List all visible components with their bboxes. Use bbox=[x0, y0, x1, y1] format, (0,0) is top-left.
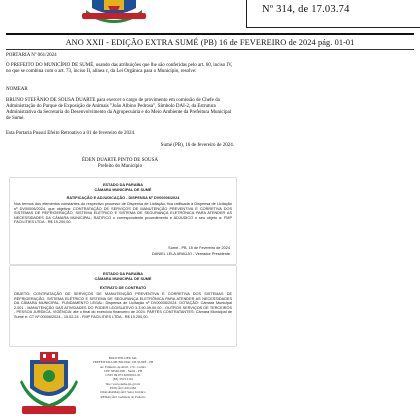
notice-b-title: EXTRATO DE CONTRATO bbox=[99, 286, 147, 290]
footer-line: CNPJ 09.073.628/0001-91 bbox=[105, 373, 141, 378]
footer-line: REDAÇÃO: Gabinete do Prefeito bbox=[100, 394, 146, 399]
notice-a-org: CÂMARA MUNICIPAL DE SUMÉ bbox=[94, 188, 152, 192]
footer-line: BOLETIM OFICIAL bbox=[108, 356, 138, 360]
portaria-signature bbox=[6, 158, 234, 170]
portaria-paragraph-nomear: NOMEAR bbox=[6, 87, 28, 92]
footer-line: PREFEITURA MUNICIPAL DE SUMÉ - PB bbox=[92, 360, 154, 365]
portaria-date: Sumé (PB), 16 de fevereiro de 2024. bbox=[160, 143, 234, 148]
portaria-paragraph-preamble: O PREFEITO DO MUNICÍPIO DE SUMÉ, usando das atribuições que lhe são conferidas pelo art. 60, inciso IV, no que se combina com o art. 73, inciso II, alínea c, da Lei Orgânica para o Município, resolve: bbox=[6, 63, 233, 74]
footer-line: (83) 3353-1191 bbox=[112, 377, 134, 382]
footer-line: EDIÇÃO: ASCOM bbox=[110, 386, 136, 391]
notice-b-org: CÂMARA MUNICIPAL DE SUMÉ bbox=[94, 277, 152, 281]
notice-b-state: ESTADO DA PARAÍBA bbox=[102, 272, 143, 276]
notice-a-title: RATIFICAÇÃO E ADJUDICAÇÃO - DISPENSA Nº DV00006/2024 bbox=[66, 196, 180, 200]
edition-rule bbox=[6, 49, 414, 50]
ratification-notice bbox=[10, 178, 236, 264]
law-reference: Nº 314, de 17.03.74 bbox=[262, 4, 350, 15]
portaria-paragraph-effect: Esta Portaria Possui Efeito Retroativo a 01 de fevereiro de 2024. bbox=[6, 131, 136, 136]
top-rule bbox=[6, 33, 414, 35]
footer-line: Av. Primeiro de Abril, 170 - Centro bbox=[99, 364, 147, 369]
footer-line: Site: www.sume.pb.gov.br bbox=[105, 381, 141, 386]
municipal-seal-icon bbox=[18, 352, 80, 418]
notice-a-state: ESTADO DA PARAÍBA bbox=[102, 183, 143, 187]
portaria-title: PORTARIA Nº 061/2024 bbox=[6, 53, 57, 58]
portaria-paragraph-appointment: BRUNO STEFÂNIO DE SOUSA DUARTE para exercer o cargo de provimento em comissão de Chefe da Administração do Parque de Exposição de Animais "João Albino Pedrosa", Símbolo DAI-2, da Estrutura Administrativa da Secretaria do Desenvolvimento da Agropecuária e do Meio Ambiente da Prefeitura Municipal de Sumé. bbox=[6, 98, 232, 121]
footer-line: DIAGRAMAÇÃO: Setor Jurídico bbox=[100, 390, 146, 395]
contract-extract-notice bbox=[10, 266, 236, 346]
edition-line: ANO XXII - EDIÇÃO EXTRA SUMÉ (PB) 16 de FEVEREIRO de 2024 pág. 01-01 bbox=[65, 38, 355, 47]
signer-name: ÉDEN DUARTE PINTO DE SOUSA bbox=[82, 158, 158, 163]
gazette-footer bbox=[88, 356, 158, 399]
municipal-seal-top-icon bbox=[82, 0, 146, 24]
notice-b-body: OBJETO: CONTRATAÇÃO DE SERVIÇOS DE MANUTENÇÃO PREVENTIVA E CORRETIVA DOS SISTEMAS DE REFRIGERAÇÃO, SISTEMA ELÉTRICO E SISTEMA DE SEGURANÇA ELETRÔNICA PARA ATENDER AS NECESSIDADES DA CÂMARA MUNICIPAL. FUNDAMENTO LEGAL: Dispensa de Licitação nº DV00006/2024. DOTAÇÃO: Câmara Municipal 2.001 - MANUTENÇÃO DAS ATIVIDADES DO PODER LEGISLATIVO 3.3.90.39.00.00 - OUTROS SERVIÇOS DE TERCEIROS - PESSOA JURÍDICA. VIGÊNCIA: até o final do exercício financeiro de 2024. PARTES CONTRATANTES: Câmara Municipal de Sumé e: CT Nº 00006/2024 - 15.02.24 - FMP FACILITIES LTDA - R$ 19.200,00. bbox=[14, 292, 232, 319]
signer-title: Prefeito do Município bbox=[97, 164, 143, 169]
notice-a-date: Sumé - PB, 15 de Fevereiro de 2024 bbox=[168, 246, 230, 250]
notice-a-signer: DANIEL LELA ARAÚJO - Vereador Presidente bbox=[152, 252, 230, 256]
notice-a-body: Nos termos dos elementos constantes do respectivo processo de Dispensa de Licitação, fica ratificada a Dispensa de Licitação nº DV00006/2024, que objetiva: CONTRATAÇÃO DE SERVIÇOS DE MANUTENÇÃO PREVENTIVA E CORRETIVA DOS SISTEMAS DE REFRIGERAÇÃO, SISTEMA ELÉTRICO E SISTEMA DE SEGURANÇA ELETRÔNICA PARA ATENDER AS NECESSIDADES DA CÂMARA MUNICIPAL; RATIFICO o correspondente procedimento e ADJUDICO o seu objeto a: FMP FACILITIES LTDA - R$ 19.200,00. bbox=[14, 202, 232, 225]
footer-line: CEP 58540-000 - Sumé - PB bbox=[103, 368, 143, 373]
